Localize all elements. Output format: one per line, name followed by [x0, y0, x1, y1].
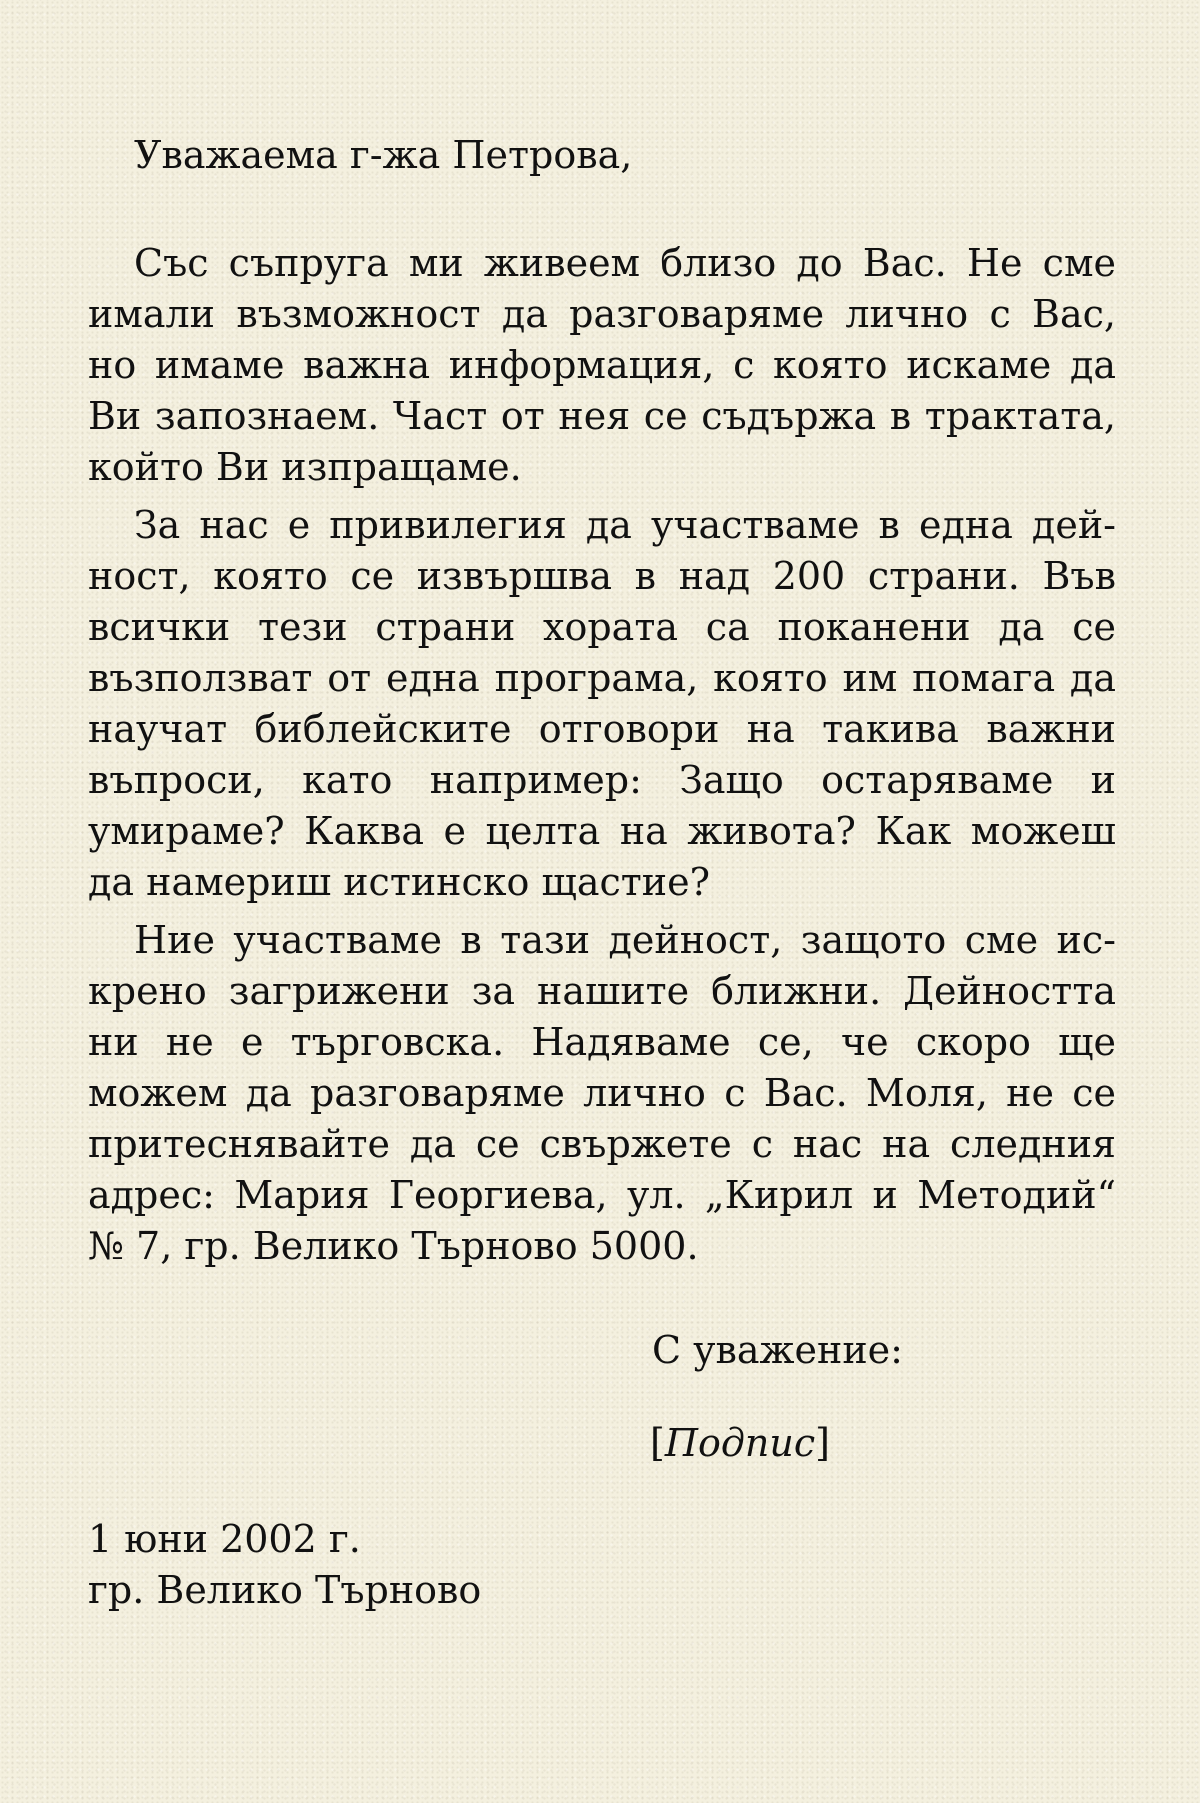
letter-place: гр. Велико Търново [88, 1568, 482, 1612]
signature-placeholder [650, 1418, 830, 1469]
salutation: Уважаема г-жа Петрова, [134, 133, 633, 177]
closing: С уважение: [652, 1328, 903, 1372]
letter-date: 1 юни 2002 г. [88, 1517, 361, 1561]
signature-close-bracket: ] [815, 1421, 830, 1465]
paragraph-2: За нас е привилегия да участваме в една дейност, която се извършва в над 200 страни. Във всички тези страни хората са поканени да се възползват от една програма, която им помага да научат библейските отговори на такива важни въпроси, като например: Защо остаряваме и умираме? Каква е целта на живота? Как можеш да намериш истинско щастие? [88, 503, 1116, 904]
signature-word: Подпис [664, 1421, 816, 1465]
paragraph-1: Със съпруга ми живеем близо до Вас. Не сме имали възможност да разговаряме лично с Вас, но имаме важна информация, с която искаме да Ви запознаем. Част от нея се съдържа в трактата, който Ви изпращаме. [88, 241, 1116, 489]
footer [88, 1514, 481, 1616]
paragraph-3: Ние участваме в тази дейност, защото сме искрено загрижени за нашите ближни. Дейността ни не е търговска. Надяваме се, че скоро ще можем да разговаряме лично с Вас. Моля, не се притеснявайте да се свържете с нас на следния адрес: Мария Георгиева, ул. „Кирил и Методий“ № 7, гр. Велико Търново 5000. [88, 918, 1116, 1268]
signature-open-bracket: [ [650, 1421, 665, 1465]
letter-body [88, 130, 1116, 1279]
